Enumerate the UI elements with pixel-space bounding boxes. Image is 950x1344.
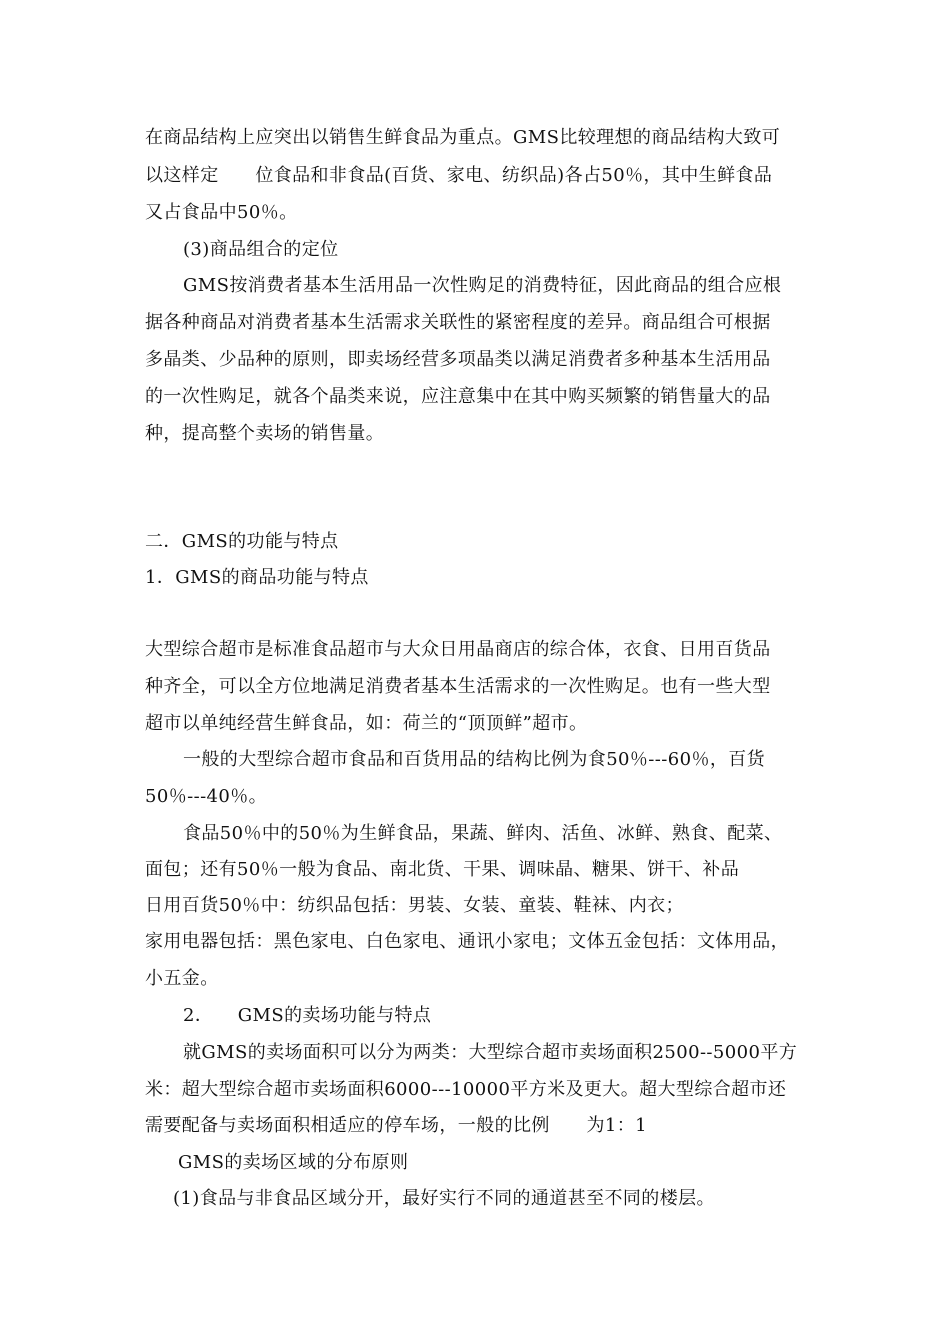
sub-heading-product-combination: (3)商品组合的定位 xyxy=(183,239,339,260)
sub-heading-commodity-function: 1．GMS的商品功能与特点 xyxy=(145,567,369,588)
intro-line-1: 在商品结构上应突出以销售生鲜食品为重点。GMS比较理想的商品结构大致可 xyxy=(145,127,781,148)
combination-line-1: GMS按消费者基本生活用品一次性购足的消费特征，因此商品的组合应根 xyxy=(183,275,782,296)
commodity-line-2: 种齐全，可以全方位地满足消费者基本生活需求的一次性购足。也有一些大型 xyxy=(145,676,771,697)
food-line-3: 日用百货50％中：纺织品包括：男装、女装、童装、鞋袜、内衣； xyxy=(145,895,684,916)
area-line-2: 米：超大型综合超市卖场面积6000---10000平方米及更大。超大型综合超市还 xyxy=(145,1079,787,1100)
intro-line-2: 以这样定 位食品和非食品(百货、家电、纺织品)各占50％，其中生鲜食品 xyxy=(145,165,773,186)
section-heading: 二．GMS的功能与特点 xyxy=(145,531,339,552)
food-line-5: 小五金。 xyxy=(145,968,219,989)
area-line-1: 就GMS的卖场面积可以分为两类：大型综合超市卖场面积2500--5000平方 xyxy=(183,1042,798,1063)
combination-line-3: 多晶类、少品种的原则，即卖场经营多项晶类以满足消费者多种基本生活用品 xyxy=(145,349,771,370)
commodity-line-1: 大型综合超市是标准食品超市与大众日用晶商店的综合体，衣食、日用百货品 xyxy=(145,639,771,660)
commodity-line-3: 超市以单纯经营生鲜食品，如：荷兰的“顶顶鲜”超市。 xyxy=(145,713,588,734)
ratio-line-2: 50％---40％。 xyxy=(145,786,268,807)
intro-line-3: 又占食品中50％。 xyxy=(145,202,298,223)
area-line-3: 需要配备与卖场面积相适应的停车场，一般的比例 为1：1 xyxy=(145,1115,648,1136)
ratio-line-1: 一般的大型综合超市食品和百货用品的结构比例为食50％---60％，百货 xyxy=(183,749,766,770)
combination-line-5: 种，提高整个卖场的销售量。 xyxy=(145,423,385,444)
food-line-4: 家用电器包括：黑色家电、白色家电、通讯小家电；文体五金包括：文体用品， xyxy=(145,931,789,952)
combination-line-4: 的一次性购足，就各个晶类来说，应注意集中在其中购买频繁的销售量大的品 xyxy=(145,386,771,407)
food-line-1: 食品50％中的50％为生鲜食品，果蔬、鲜肉、活鱼、冰鲜、熟食、配菜、 xyxy=(183,823,783,844)
combination-line-2: 据各种商品对消费者基本生活需求关联性的紧密程度的差异。商品组合可根据 xyxy=(145,312,771,333)
sub-heading-area-layout: GMS的卖场区域的分布原则 xyxy=(178,1152,409,1173)
food-line-2: 面包；还有50％一般为食品、南北货、干果、调味晶、糖果、饼干、补品 xyxy=(145,859,740,880)
layout-rule-1: (1)食品与非食品区域分开，最好实行不同的通道甚至不同的楼层。 xyxy=(173,1188,715,1209)
sub-heading-store-function: 2． GMS的卖场功能与特点 xyxy=(183,1005,432,1026)
